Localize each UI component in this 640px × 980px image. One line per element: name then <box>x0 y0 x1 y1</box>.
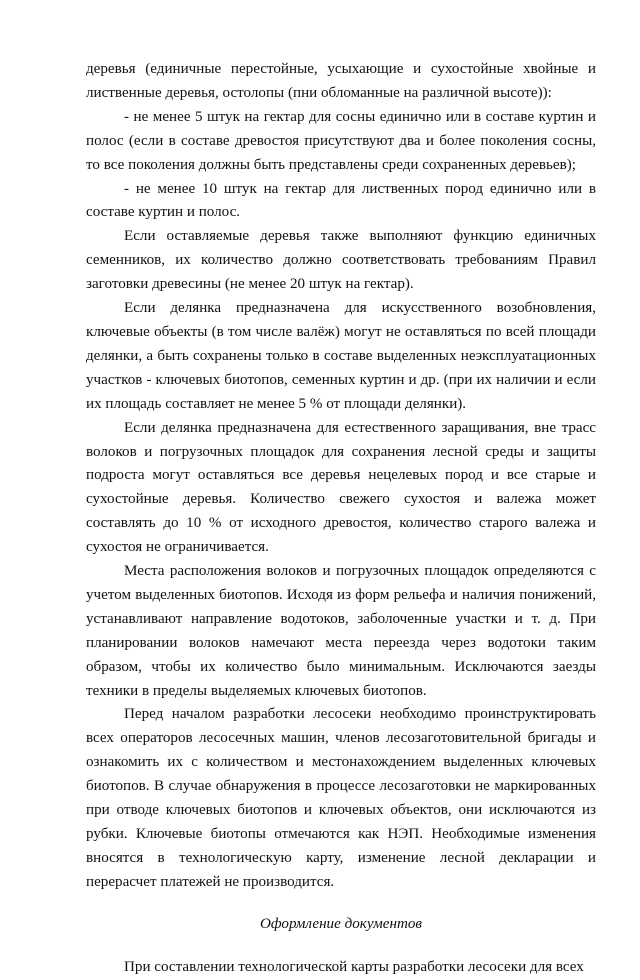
paragraph-9: При составлении технологической карты разработки лесосеки для всех <box>124 958 584 975</box>
paragraph-7: Места расположения волоков и погрузочных площадок определяются с учетом выделенных биотопов. Исходя из форм рельефа и наличия понижений, устанавливают направление водотоков, заболоченные участки и т. д. При планировании волоков намечают места переезда через водотоки таким образом, чтобы их количество было минимальным. Исключаются заезды техники в пределы выделяемых ключевых биотопов. <box>86 563 596 699</box>
paragraph-3: - не менее 10 штук на гектар для лиственных пород единично или в составе куртин и полос. <box>86 180 596 221</box>
paragraph-1: деревья (единичные перестойные, усыхающие и сухостойные хвойные и лиственные деревья, остолопы (пни обломанные на различной высоте)): <box>86 61 596 101</box>
paragraph-2: - не менее 5 штук на гектар для сосны единично или в составе куртин и полос (если в составе древостоя присутствуют два и более поколения сосны, то все поколения должны быть представлены среди сохраненных деревьев); <box>86 108 596 173</box>
paragraph-4: Если оставляемые деревья также выполняют функцию единичных семенников, их количество должно соответствовать требованиям Правил заготовки древесины (не менее 20 штук на гектар). <box>86 228 596 293</box>
section-heading: Оформление документов <box>260 915 422 932</box>
paragraph-6: Если делянка предназначена для естественного заращивания, вне трасс волоков и погрузочных площадок для сохранения лесной среды и защиты подроста могут оставляться все деревья нецелевых пород и все старые и сухостойные деревья. Количество свежего сухостоя и валежа может составлять до 10 % от исходного древостоя, количество старого валежа и сухостоя не ограничивается. <box>86 419 596 556</box>
paragraph-8: Перед началом разработки лесосеки необходимо проинструктировать всех операторов лесосечных машин, членов лесозаготовительной бригады и ознакомить их с количеством и местонахождением выделенных ключевых биотопов. В случае обнаружения в процессе лесозаготовки не маркированных при отводе ключевых биотопов и ключевых объектов, они исключаются из рубки. Ключевые биотопы отмечаются как НЭП. Необходимые изменения вносятся в технологическую карту, изменение лесной декларации и перерасчет платежей не производится. <box>86 706 596 890</box>
paragraph-5: Если делянка предназначена для искусственного возобновления, ключевые объекты (в том числе валёж) могут не оставляться по всей площади делянки, а быть сохранены только в составе выделенных неэксплуатационных участков - ключевых биотопов, семенных куртин и др. (при их наличии и если их площадь составляет не менее 5 % от площади делянки). <box>86 300 596 412</box>
